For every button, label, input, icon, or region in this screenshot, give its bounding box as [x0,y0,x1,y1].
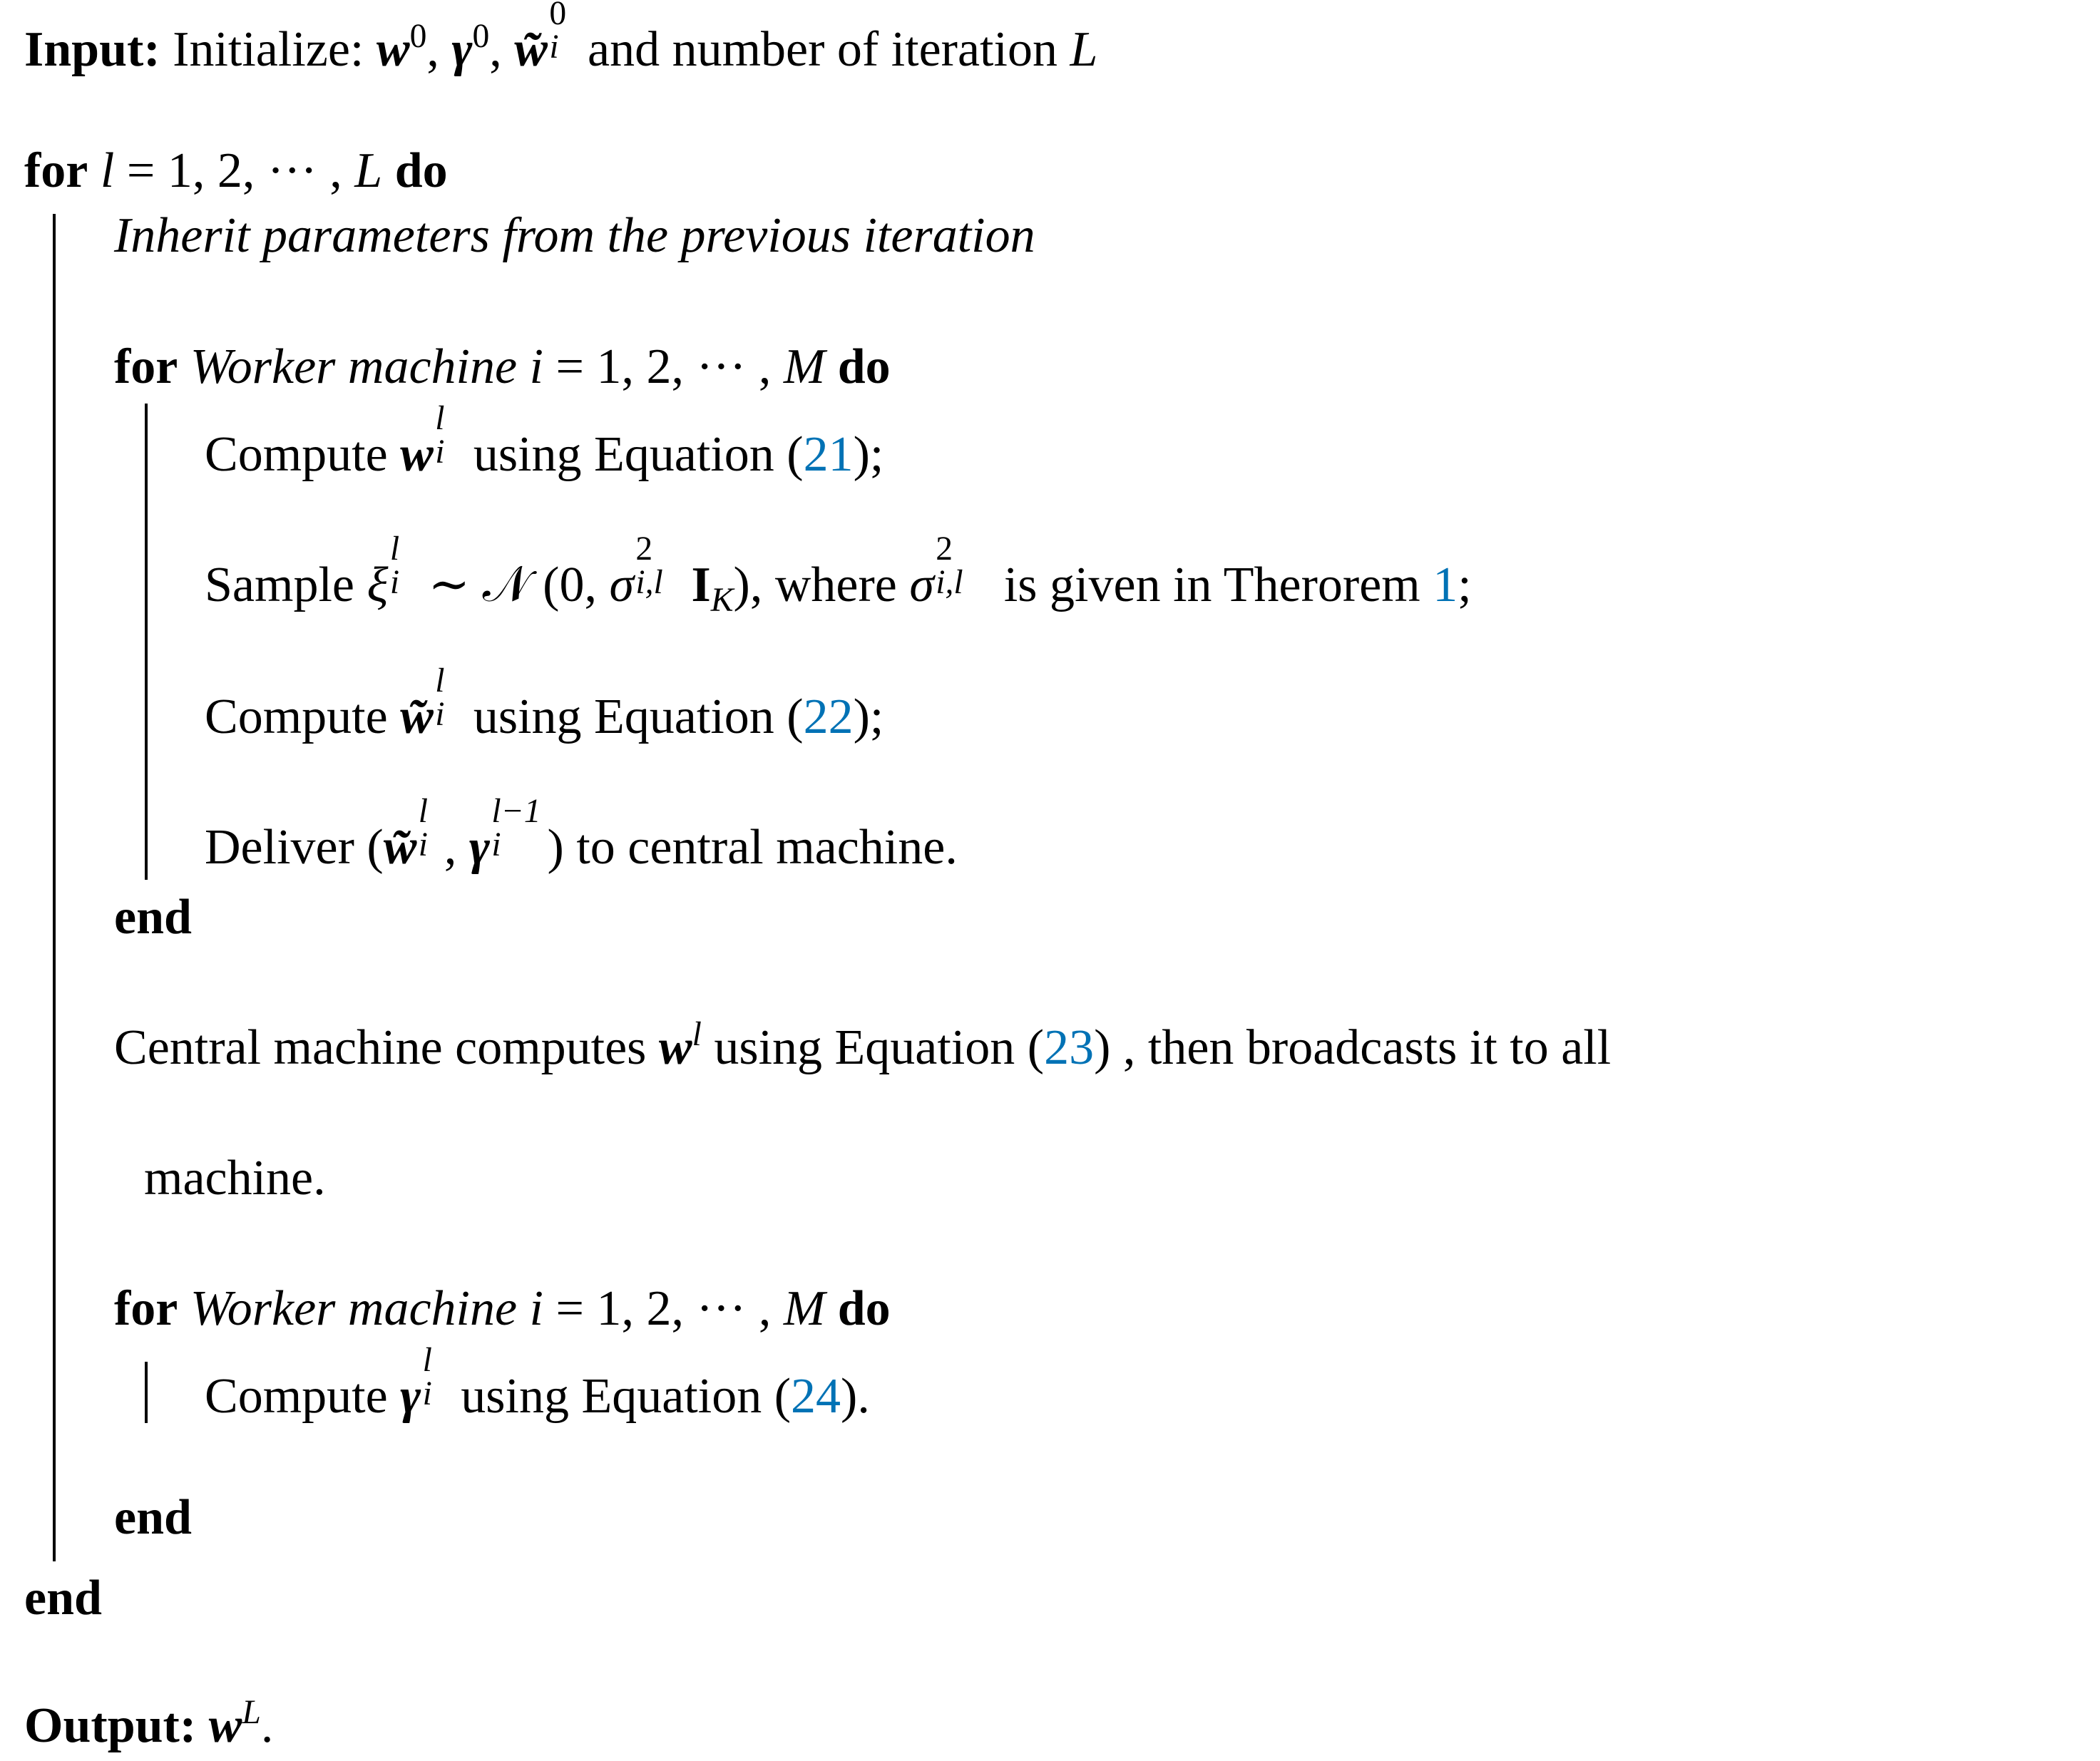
step-text: ), where [733,558,910,612]
input-label: Input: [24,22,160,77]
step-text: Compute [205,1369,401,1424]
sup-sub: 0 i [549,0,567,66]
step-text: , [444,820,469,875]
keyword-end: end [24,1571,102,1626]
worker-machine-text: Worker machine i [190,1281,543,1336]
step-text: Sample [205,558,367,612]
step-text: . [260,1698,274,1753]
outer-for-line [24,143,448,198]
step-text: ∼ 𝒩 (0, [415,558,610,612]
math-M: M [783,339,826,394]
keyword-do: do [837,339,891,394]
central-step-continuation: machine. [144,1151,326,1206]
step-compute-gamma [205,1341,870,1424]
sup-L: L [242,1693,261,1731]
step-text: ) to central machine. [547,820,958,875]
step-text: ). [841,1369,870,1424]
step-compute-w [205,399,884,482]
step-text: ); [853,689,884,744]
range-text: = 1, 2, ··· , [543,339,784,394]
keyword-end: end [114,890,192,945]
sup-sub: 2 i,l [635,530,663,602]
math-w-tilde: w̃ [383,820,417,875]
keyword-for: for [114,339,178,394]
range-text: = 1, 2, ··· , [543,1281,784,1336]
keyword-for: for [24,143,88,198]
step-sample-noise [205,530,1472,620]
math-l: l [100,143,115,198]
math-w: w [208,1698,242,1753]
sup-sub: l−1 i [491,792,541,864]
output-line [24,1693,274,1753]
step-text: Compute [205,689,401,744]
sup-sub: 2 i,l [936,530,963,602]
math-L: L [354,143,383,198]
inner-block-1-bar [145,404,148,880]
step-text: using Equation ( [461,427,804,482]
step-text: using Equation ( [701,1020,1045,1075]
step-text: Deliver ( [205,820,384,875]
step-deliver [205,792,958,875]
math-w-tilde: w̃ [514,22,548,77]
math-gamma: γ [468,820,491,875]
sup-sub: l i [389,530,400,602]
math-w: w [400,427,434,482]
math-M: M [783,1281,826,1336]
range-text: = 1, 2, ··· , [114,143,355,198]
math-gamma: γ [451,22,473,77]
input-line: Input: Initialize: $w^0$, $\gamma^0$, w̃ 0 i and number of iteration L [24,0,1098,77]
step-text: ; [1458,558,1472,612]
step-text: Central machine computes [114,1020,659,1075]
math-xi: ξ [367,558,389,612]
worker-machine-text: Worker machine i [190,339,543,394]
keyword-for: for [114,1281,178,1336]
inner-for-1-line [114,339,891,394]
equation-ref-24[interactable]: 24 [791,1369,841,1424]
sup-l: l [692,1015,702,1053]
step-compute-w-tilde [205,662,884,744]
outer-block-bar [53,214,56,1561]
keyword-do: do [394,143,448,198]
output-label: Output: [24,1698,197,1753]
step-text: ) , then broadcasts it to all [1094,1020,1612,1075]
equation-ref-21[interactable]: 21 [803,427,854,482]
input-tail-text: and number of iteration [588,22,1057,77]
step-text: is given in Therorem [991,558,1433,612]
input-initialize-text: Initialize: [173,22,364,77]
math-sigma: σ [609,558,635,612]
math-w-tilde: w̃ [400,689,434,744]
step-text: ); [853,427,884,482]
math-w: w [376,22,410,77]
math-identity: I [691,558,711,612]
step-text: Compute [205,427,401,482]
inner-for-2-line [114,1281,891,1336]
step-text: using Equation ( [461,689,804,744]
math-L: L [1070,22,1098,77]
inherit-comment: Inherit parameters from the previous iteration [114,208,1035,263]
inner-block-2-bar [145,1362,148,1423]
math-w: w [658,1020,692,1075]
equation-ref-22[interactable]: 22 [803,689,854,744]
sup-sub: l i [422,1341,432,1413]
sup-0: 0 [409,17,427,55]
keyword-do: do [837,1281,891,1336]
sup-sub: l i [418,792,429,864]
sub-K: K [710,582,734,620]
equation-ref-23[interactable]: 23 [1044,1020,1095,1075]
math-sigma: σ [909,558,934,612]
sup-sub: l i [435,399,445,471]
theorem-ref-1[interactable]: 1 [1433,558,1458,612]
math-gamma: γ [400,1369,421,1424]
central-step [114,1015,1612,1075]
sup-0: 0 [472,17,490,55]
sup-sub: l i [435,662,445,734]
keyword-end: end [114,1490,192,1545]
step-text: using Equation ( [448,1369,792,1424]
